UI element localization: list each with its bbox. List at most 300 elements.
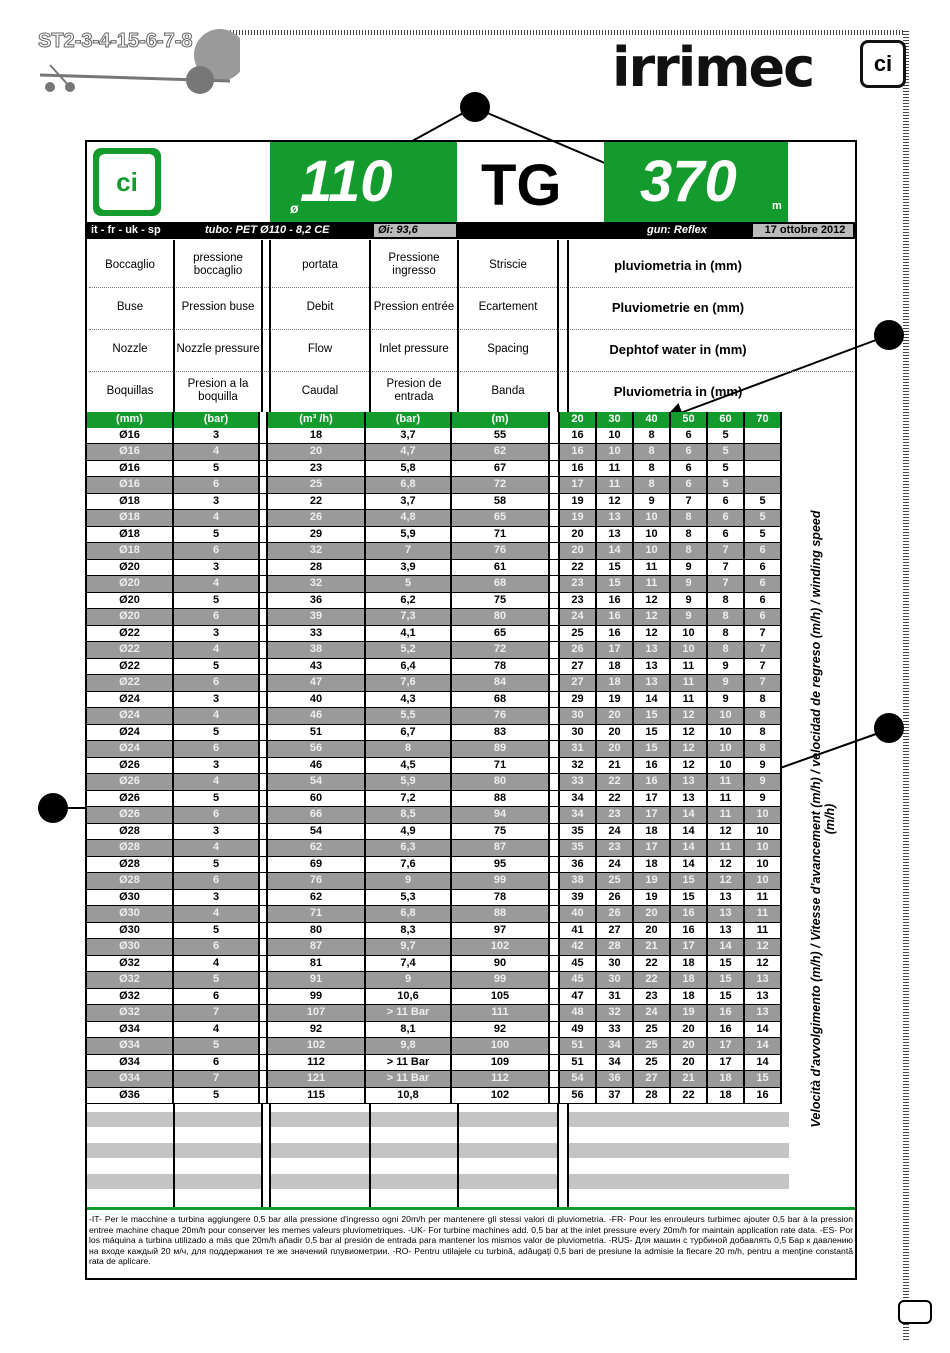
- table-cell: 9: [670, 592, 707, 609]
- empty-row-band: [569, 1112, 789, 1127]
- table-cell: 12: [744, 955, 781, 972]
- header-nozzle-2: Nozzle: [112, 342, 148, 355]
- diameter-value: 110: [300, 149, 393, 214]
- table-cell: 25: [633, 1021, 670, 1038]
- table-cell: 25: [633, 1038, 670, 1055]
- table-row: [87, 675, 781, 692]
- gap-cell: [259, 757, 267, 774]
- table-cell: 23: [559, 592, 596, 609]
- table-cell: 5,9: [365, 526, 451, 543]
- empty-row-band: [87, 1143, 173, 1158]
- table-cell: 111: [451, 1005, 549, 1022]
- table-cell: [744, 477, 781, 494]
- table-cell: 7,4: [365, 955, 451, 972]
- gap-cell: [259, 724, 267, 741]
- gap-cell: [549, 790, 559, 807]
- table-cell: 6: [173, 988, 259, 1005]
- table-cell: 10: [744, 856, 781, 873]
- header-depth-0: pluviometria in (mm): [614, 258, 742, 273]
- table-cell: 23: [267, 460, 365, 477]
- table-cell: 5: [707, 428, 744, 444]
- table-cell: 34: [596, 1038, 633, 1055]
- table-cell: 6: [173, 873, 259, 890]
- gap-cell: [259, 774, 267, 791]
- table-cell: 10: [633, 510, 670, 527]
- table-cell: 13: [707, 889, 744, 906]
- gap-cell: [259, 1038, 267, 1055]
- table-cell: 5: [173, 526, 259, 543]
- gap-cell: [549, 873, 559, 890]
- unit-cell: 70: [744, 412, 781, 428]
- gap-cell: [259, 1071, 267, 1088]
- table-cell: 13: [744, 1005, 781, 1022]
- table-cell: 16: [596, 625, 633, 642]
- table-cell: Ø30: [87, 939, 173, 956]
- table-cell: 6: [744, 543, 781, 560]
- gap-cell: [259, 609, 267, 626]
- gap-cell: [259, 856, 267, 873]
- table-cell: 7,3: [365, 609, 451, 626]
- gap-cell: [549, 543, 559, 560]
- table-cell: 12: [707, 823, 744, 840]
- table-cell: Ø32: [87, 955, 173, 972]
- table-cell: 6: [744, 559, 781, 576]
- table-cell: 6: [670, 444, 707, 461]
- model-name: TG: [481, 153, 562, 218]
- table-cell: 22: [559, 559, 596, 576]
- table-row: [87, 444, 781, 461]
- gap-cell: [549, 955, 559, 972]
- table-cell: 22: [633, 972, 670, 989]
- filler-column-rule: [567, 1104, 569, 1207]
- table-cell: 14: [744, 1021, 781, 1038]
- table-cell: 31: [596, 988, 633, 1005]
- table-cell: 3: [173, 691, 259, 708]
- table-row: [87, 477, 781, 494]
- table-cell: 9: [707, 691, 744, 708]
- table-cell: 45: [559, 972, 596, 989]
- table-cell: 10: [707, 708, 744, 725]
- table-cell: 35: [559, 840, 596, 857]
- empty-row-band: [87, 1174, 173, 1189]
- header-flow-3: Caudal: [301, 384, 339, 397]
- gap-cell: [259, 444, 267, 461]
- table-cell: 8: [707, 592, 744, 609]
- gap-cell: [259, 675, 267, 692]
- table-cell: 76: [267, 873, 365, 890]
- table-cell: 97: [451, 922, 549, 939]
- gap-cell: [549, 576, 559, 593]
- unit-cell: (m³ /h): [267, 412, 365, 428]
- gap-cell: [259, 691, 267, 708]
- table-cell: 34: [596, 1054, 633, 1071]
- table-row: [87, 988, 781, 1005]
- table-cell: [744, 428, 781, 444]
- table-cell: 11: [744, 889, 781, 906]
- empty-row-band: [569, 1174, 789, 1189]
- table-cell: 19: [559, 510, 596, 527]
- table-cell: 9: [707, 675, 744, 692]
- table-cell: 26: [559, 642, 596, 659]
- table-cell: 6: [744, 592, 781, 609]
- table-cell: 10: [707, 741, 744, 758]
- table-cell: 7,2: [365, 790, 451, 807]
- table-cell: 11: [670, 691, 707, 708]
- table-cell: 49: [559, 1021, 596, 1038]
- table-cell: 3: [173, 559, 259, 576]
- table-cell: Ø16: [87, 444, 173, 461]
- table-cell: 4: [173, 510, 259, 527]
- table-cell: 27: [559, 675, 596, 692]
- brand-badge-icon: ci: [860, 40, 906, 88]
- gap-cell: [259, 625, 267, 642]
- gap-cell: [259, 1021, 267, 1038]
- header-pressure-1: Pression buse: [181, 300, 255, 313]
- unit-cell: 40: [633, 412, 670, 428]
- winding-speed-label: [790, 430, 856, 1208]
- table-cell: 21: [596, 757, 633, 774]
- table-cell: 9: [633, 493, 670, 510]
- table-cell: 12: [633, 609, 670, 626]
- table-cell: 7,6: [365, 675, 451, 692]
- header-spacing-1: Ecartement: [478, 300, 538, 313]
- header-inlet-3: Presion de entrada: [386, 378, 442, 403]
- table-cell: 5: [173, 856, 259, 873]
- table-cell: 26: [267, 510, 365, 527]
- table-cell: 4: [173, 840, 259, 857]
- table-cell: 9: [744, 790, 781, 807]
- table-cell: Ø22: [87, 675, 173, 692]
- unit-cell: 50: [670, 412, 707, 428]
- table-cell: 8: [707, 609, 744, 626]
- table-cell: 17: [559, 477, 596, 494]
- table-row: [87, 592, 781, 609]
- table-cell: 16: [744, 1087, 781, 1104]
- table-cell: 7: [707, 543, 744, 560]
- table-cell: 3,9: [365, 559, 451, 576]
- table-cell: 12: [633, 625, 670, 642]
- table-cell: 10: [633, 526, 670, 543]
- table-cell: 18: [670, 972, 707, 989]
- table-cell: 6,2: [365, 592, 451, 609]
- table-cell: 23: [559, 576, 596, 593]
- table-cell: 9: [707, 658, 744, 675]
- table-cell: 6: [670, 477, 707, 494]
- table-cell: 3,7: [365, 493, 451, 510]
- table-cell: 4: [173, 955, 259, 972]
- table-cell: 36: [267, 592, 365, 609]
- table-cell: 20: [670, 1054, 707, 1071]
- table-cell: 65: [451, 510, 549, 527]
- table-cell: 14: [744, 1054, 781, 1071]
- table-cell: 11: [633, 559, 670, 576]
- table-cell: 15: [633, 708, 670, 725]
- table-cell: Ø34: [87, 1021, 173, 1038]
- empty-row-band: [175, 1174, 261, 1189]
- table-row: [87, 889, 781, 906]
- gap-cell: [259, 642, 267, 659]
- gap-cell: [259, 873, 267, 890]
- table-cell: 20: [633, 922, 670, 939]
- table-cell: 32: [267, 543, 365, 560]
- table-cell: 29: [267, 526, 365, 543]
- table-cell: 7: [744, 658, 781, 675]
- table-cell: 4: [173, 444, 259, 461]
- table-cell: 10: [596, 444, 633, 461]
- pluviometry-table: [87, 412, 782, 1104]
- table-cell: 15: [707, 972, 744, 989]
- table-cell: 7: [670, 493, 707, 510]
- table-cell: 13: [707, 922, 744, 939]
- table-cell: 6: [173, 807, 259, 824]
- table-cell: 10: [744, 873, 781, 890]
- table-cell: 18: [707, 1071, 744, 1088]
- gap-cell: [259, 939, 267, 956]
- table-cell: 56: [267, 741, 365, 758]
- header-nozzle-1: Buse: [116, 300, 144, 313]
- gap-cell: [549, 1005, 559, 1022]
- model-series-code: ST2-3-4-15-6-7-8: [38, 30, 193, 52]
- table-cell: 5,8: [365, 460, 451, 477]
- table-cell: 121: [267, 1071, 365, 1088]
- gap-cell: [549, 807, 559, 824]
- table-cell: 8: [633, 428, 670, 444]
- table-cell: 18: [596, 675, 633, 692]
- table-cell: 3: [173, 428, 259, 444]
- table-cell: 19: [559, 493, 596, 510]
- table-row: [87, 972, 781, 989]
- table-cell: 7: [744, 675, 781, 692]
- table-row: [87, 576, 781, 593]
- table-cell: 17: [633, 840, 670, 857]
- table-cell: 20: [596, 724, 633, 741]
- table-cell: 81: [267, 955, 365, 972]
- table-cell: 5,5: [365, 708, 451, 725]
- empty-row-band: [371, 1174, 457, 1189]
- gap-cell: [549, 412, 559, 428]
- table-cell: 47: [559, 988, 596, 1005]
- table-cell: 26: [596, 889, 633, 906]
- table-cell: 16: [559, 428, 596, 444]
- gap-cell: [549, 444, 559, 461]
- table-cell: Ø24: [87, 741, 173, 758]
- gap-cell: [259, 543, 267, 560]
- table-cell: 56: [559, 1087, 596, 1104]
- table-row: [87, 1054, 781, 1071]
- table-cell: 69: [267, 856, 365, 873]
- table-cell: 15: [633, 741, 670, 758]
- unit-cell: 60: [707, 412, 744, 428]
- table-cell: 5: [707, 444, 744, 461]
- table-cell: 9: [670, 559, 707, 576]
- table-cell: 99: [267, 988, 365, 1005]
- gap-cell: [549, 889, 559, 906]
- table-cell: 66: [267, 807, 365, 824]
- table-cell: 54: [267, 774, 365, 791]
- gap-cell: [259, 428, 267, 444]
- table-cell: Ø32: [87, 988, 173, 1005]
- table-cell: 5: [744, 493, 781, 510]
- table-cell: 9: [365, 873, 451, 890]
- table-cell: 9: [744, 774, 781, 791]
- table-cell: 30: [596, 972, 633, 989]
- gap-cell: [549, 691, 559, 708]
- table-cell: 65: [451, 625, 549, 642]
- table-cell: [744, 444, 781, 461]
- table-cell: 27: [633, 1071, 670, 1088]
- gap-cell: [549, 823, 559, 840]
- gap-cell: [259, 972, 267, 989]
- table-cell: 18: [633, 823, 670, 840]
- table-cell: Ø26: [87, 757, 173, 774]
- table-cell: 17: [707, 1038, 744, 1055]
- unit-cell: (mm): [87, 412, 173, 428]
- table-cell: 5: [173, 724, 259, 741]
- table-cell: 47: [267, 675, 365, 692]
- table-cell: 68: [451, 576, 549, 593]
- table-cell: 102: [451, 1087, 549, 1104]
- table-cell: 6: [173, 609, 259, 626]
- header-inlet-1: Pression entrée: [373, 300, 455, 313]
- table-cell: 61: [451, 559, 549, 576]
- table-cell: 5: [173, 460, 259, 477]
- empty-row-band: [459, 1112, 557, 1127]
- table-cell: 8: [744, 691, 781, 708]
- gap-cell: [259, 559, 267, 576]
- table-cell: 10: [707, 724, 744, 741]
- table-cell: 9: [670, 576, 707, 593]
- table-cell: 16: [707, 1021, 744, 1038]
- table-cell: 5,2: [365, 642, 451, 659]
- unit-cell: (m): [451, 412, 549, 428]
- table-row: [87, 625, 781, 642]
- table-row: [87, 1038, 781, 1055]
- gap-cell: [549, 906, 559, 923]
- table-cell: 11: [707, 774, 744, 791]
- table-cell: 17: [670, 939, 707, 956]
- model-cell: [457, 142, 604, 222]
- table-row: [87, 510, 781, 527]
- table-cell: 17: [596, 642, 633, 659]
- table-cell: 107: [267, 1005, 365, 1022]
- table-cell: Ø28: [87, 856, 173, 873]
- header-column-rule: [457, 240, 459, 412]
- table-cell: 33: [559, 774, 596, 791]
- gap-cell: [259, 790, 267, 807]
- gap-cell: [549, 428, 559, 444]
- table-cell: 28: [633, 1087, 670, 1104]
- gap-cell: [549, 526, 559, 543]
- table-cell: [744, 460, 781, 477]
- header-column-rule: [557, 240, 559, 412]
- unit-cell: (bar): [173, 412, 259, 428]
- table-cell: 45: [559, 955, 596, 972]
- table-cell: 60: [267, 790, 365, 807]
- table-cell: 16: [670, 922, 707, 939]
- table-cell: Ø34: [87, 1054, 173, 1071]
- table-row: [87, 1071, 781, 1088]
- table-cell: 8: [744, 708, 781, 725]
- table-cell: 6: [173, 1054, 259, 1071]
- empty-row-band: [569, 1143, 789, 1158]
- gap-cell: [259, 906, 267, 923]
- header-inlet-2: Inlet pressure: [379, 342, 449, 355]
- table-cell: 20: [670, 1038, 707, 1055]
- table-cell: 15: [670, 889, 707, 906]
- table-cell: 7,6: [365, 856, 451, 873]
- table-cell: 12: [633, 592, 670, 609]
- table-bottom-rule: [87, 1207, 855, 1210]
- table-cell: 17: [707, 1054, 744, 1071]
- table-cell: 25: [633, 1054, 670, 1071]
- table-cell: 25: [267, 477, 365, 494]
- table-cell: 3,7: [365, 428, 451, 444]
- table-cell: Ø26: [87, 774, 173, 791]
- table-cell: 18: [670, 988, 707, 1005]
- table-cell: 6: [173, 477, 259, 494]
- gap-cell: [259, 823, 267, 840]
- table-cell: 10,8: [365, 1087, 451, 1104]
- table-cell: 80: [267, 922, 365, 939]
- table-cell: 16: [633, 774, 670, 791]
- table-cell: 12: [707, 856, 744, 873]
- table-cell: 33: [596, 1021, 633, 1038]
- table-cell: 14: [596, 543, 633, 560]
- table-cell: 36: [596, 1071, 633, 1088]
- table-row: [87, 724, 781, 741]
- gap-cell: [549, 988, 559, 1005]
- table-cell: 39: [267, 609, 365, 626]
- gap-cell: [549, 625, 559, 642]
- table-row: [87, 642, 781, 659]
- gap-cell: [259, 493, 267, 510]
- table-cell: 39: [559, 889, 596, 906]
- empty-row-band: [459, 1143, 557, 1158]
- table-cell: Ø30: [87, 906, 173, 923]
- table-cell: 32: [596, 1005, 633, 1022]
- table-cell: 54: [559, 1071, 596, 1088]
- table-cell: Ø24: [87, 724, 173, 741]
- table-cell: 9: [365, 972, 451, 989]
- table-row: [87, 757, 781, 774]
- table-cell: 67: [451, 460, 549, 477]
- gap-cell: [549, 675, 559, 692]
- table-cell: 95: [451, 856, 549, 873]
- table-cell: 41: [559, 922, 596, 939]
- table-cell: 13: [596, 510, 633, 527]
- gap-cell: [549, 840, 559, 857]
- table-row: [87, 856, 781, 873]
- table-cell: 18: [596, 658, 633, 675]
- table-row: [87, 1087, 781, 1104]
- gap-cell: [259, 807, 267, 824]
- table-cell: 16: [670, 906, 707, 923]
- table-cell: 7: [707, 576, 744, 593]
- pipe-spec: tubo: PET Ø110 - 8,2 CE: [205, 224, 330, 236]
- length-unit: m: [772, 200, 782, 212]
- table-cell: 42: [559, 939, 596, 956]
- table-cell: 24: [633, 1005, 670, 1022]
- gap-cell: [259, 592, 267, 609]
- table-cell: 3: [173, 625, 259, 642]
- table-cell: 3: [173, 757, 259, 774]
- table-cell: 9: [744, 757, 781, 774]
- gap-cell: [549, 493, 559, 510]
- table-row: [87, 543, 781, 560]
- info-bar: [87, 222, 855, 239]
- table-cell: 80: [451, 609, 549, 626]
- table-cell: 99: [451, 972, 549, 989]
